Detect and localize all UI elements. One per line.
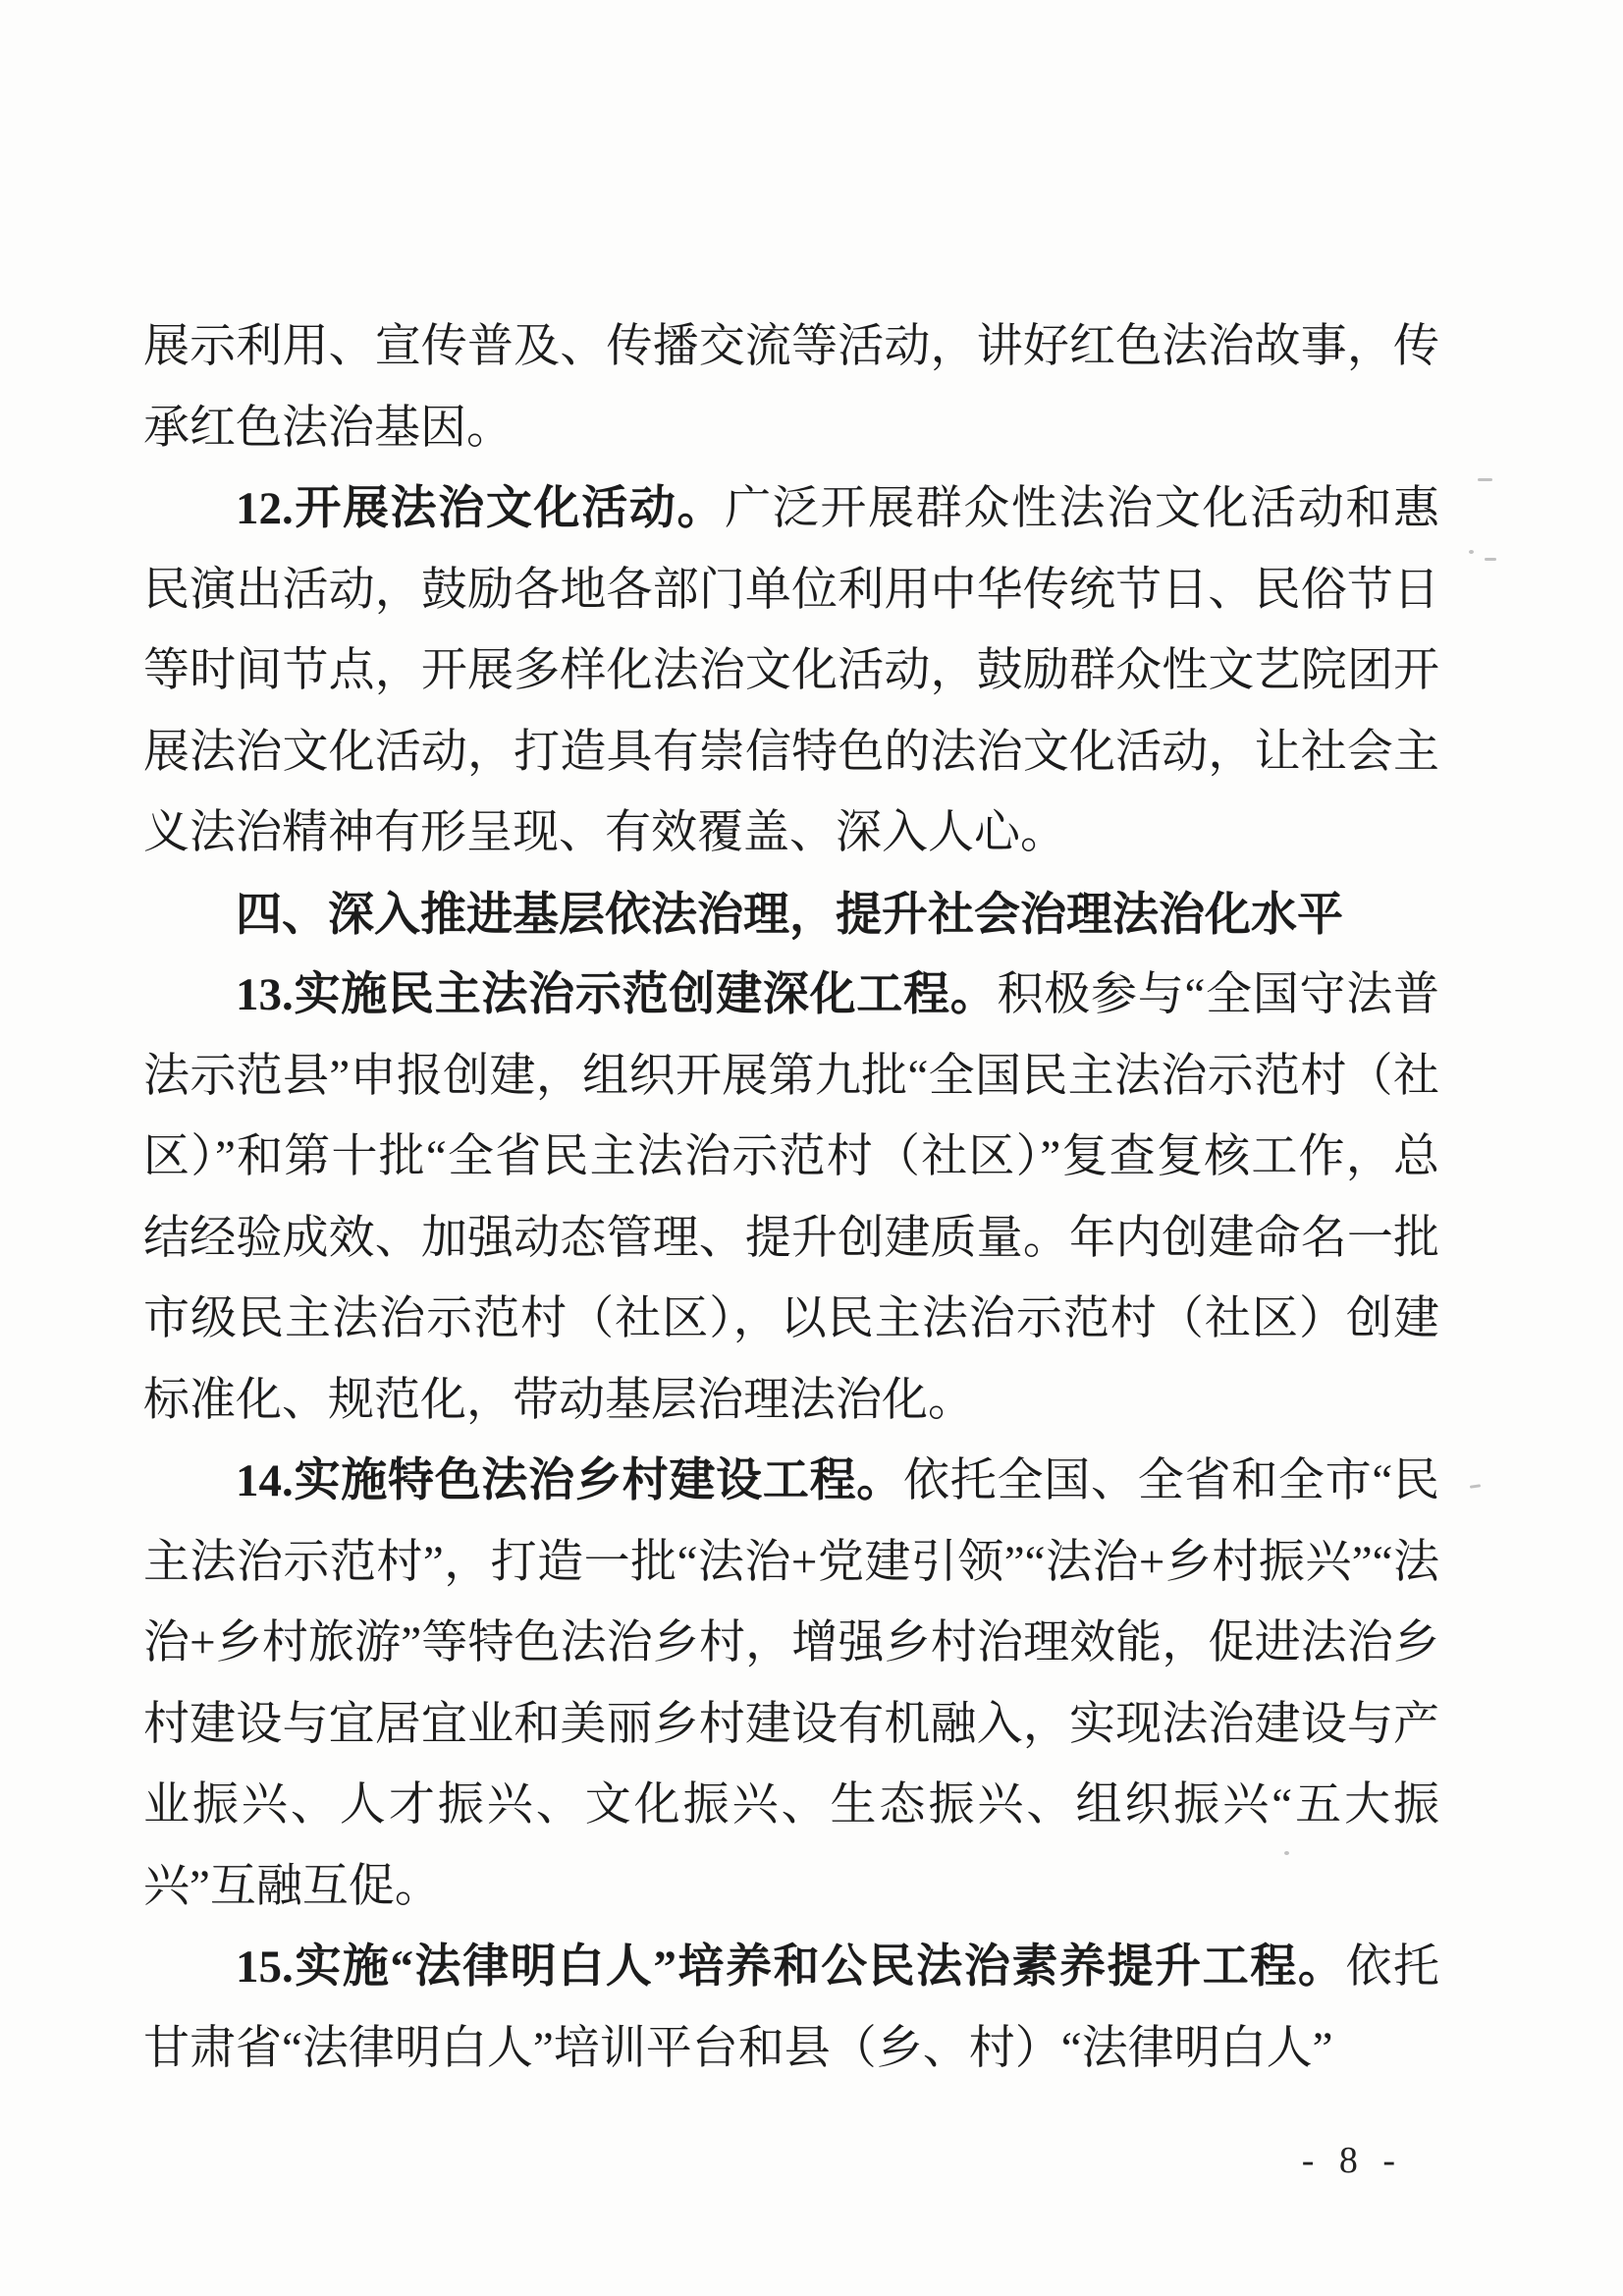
page-number (1302, 2139, 1403, 2182)
item-15-number: 15. (236, 1941, 294, 1993)
item-14-body: 依托全国、全省和全市“民主法治示范村”，打造一批“法治+党建引领”“法治+乡村振兴”“法治+乡村旅游”等特色法治乡村，增强乡村治理效能，促进法治乡村建设与宜居宜业和美丽乡村建设有机融入，实现法治建设与产业振兴、人才振兴、文化振兴、生态振兴、组织振兴“五大振兴”互融互促。 (143, 1455, 1439, 1912)
item-13-lead (236, 969, 998, 1020)
item-13-number: 13. (236, 969, 294, 1020)
section-heading-4-text: 四、深入推进基层依法治理，提升社会治理法治化水平 (236, 887, 1343, 940)
page-number-text: - 8 - (1301, 2140, 1403, 2181)
paragraph-item-12 (143, 468, 1439, 874)
item-14-number: 14. (236, 1455, 294, 1506)
section-heading-4 (143, 874, 1439, 956)
scan-artifact-dash-3 (1470, 1484, 1481, 1489)
item-12-title: 开展法治文化活动。 (293, 483, 726, 534)
item-12-lead (236, 483, 725, 534)
scan-artifact-dot-2 (1284, 1851, 1289, 1855)
item-14-title: 实施特色法治乡村建设工程。 (293, 1455, 904, 1506)
paragraph-item-15 (143, 1927, 1439, 2089)
scan-artifact-dash-2 (1485, 558, 1496, 561)
paragraph-item-14 (143, 1441, 1439, 1927)
item-13-body: 积极参与“全国守法普法示范县”申报创建，组织开展第九批“全国民主法治示范村（社区）”和第十批“全省民主法治示范村（社区）”复查复核工作，总结经验成效、加强动态管理、提升创建质量。年内创建命名一批市级民主法治示范村（社区），以民主法治示范村（社区）创建标准化、规范化，带动基层治理法治化。 (143, 969, 1439, 1426)
item-15-lead (236, 1941, 1345, 1993)
item-13-title: 实施民主法治示范创建深化工程。 (293, 969, 998, 1020)
continuation-text: 展示利用、宣传普及、传播交流等活动，讲好红色法治故事，传承红色法治基因。 (143, 321, 1439, 454)
item-15-title: 实施“法律明白人”培养和公民法治素养提升工程。 (293, 1941, 1346, 1993)
item-12-number: 12. (236, 483, 294, 534)
item-15-body: 依托甘肃省“法律明白人”培训平台和县（乡、村）“法律明白人” (143, 1941, 1440, 2074)
paragraph-continuation (143, 306, 1439, 468)
scan-artifact-dash-1 (1478, 478, 1492, 481)
document-body (143, 306, 1439, 2089)
item-14-lead (236, 1455, 903, 1506)
scan-artifact-dot-1 (1469, 550, 1474, 554)
item-12-body: 广泛开展群众性法治文化活动和惠民演出活动，鼓励各地各部门单位利用中华传统节日、民俗节日等时间节点，开展多样化法治文化活动，鼓励群众性文艺院团开展法治文化活动，打造具有崇信特色的法治文化活动，让社会主义法治精神有形呈现、有效覆盖、深入人心。 (143, 483, 1440, 858)
paragraph-item-13 (143, 955, 1439, 1441)
